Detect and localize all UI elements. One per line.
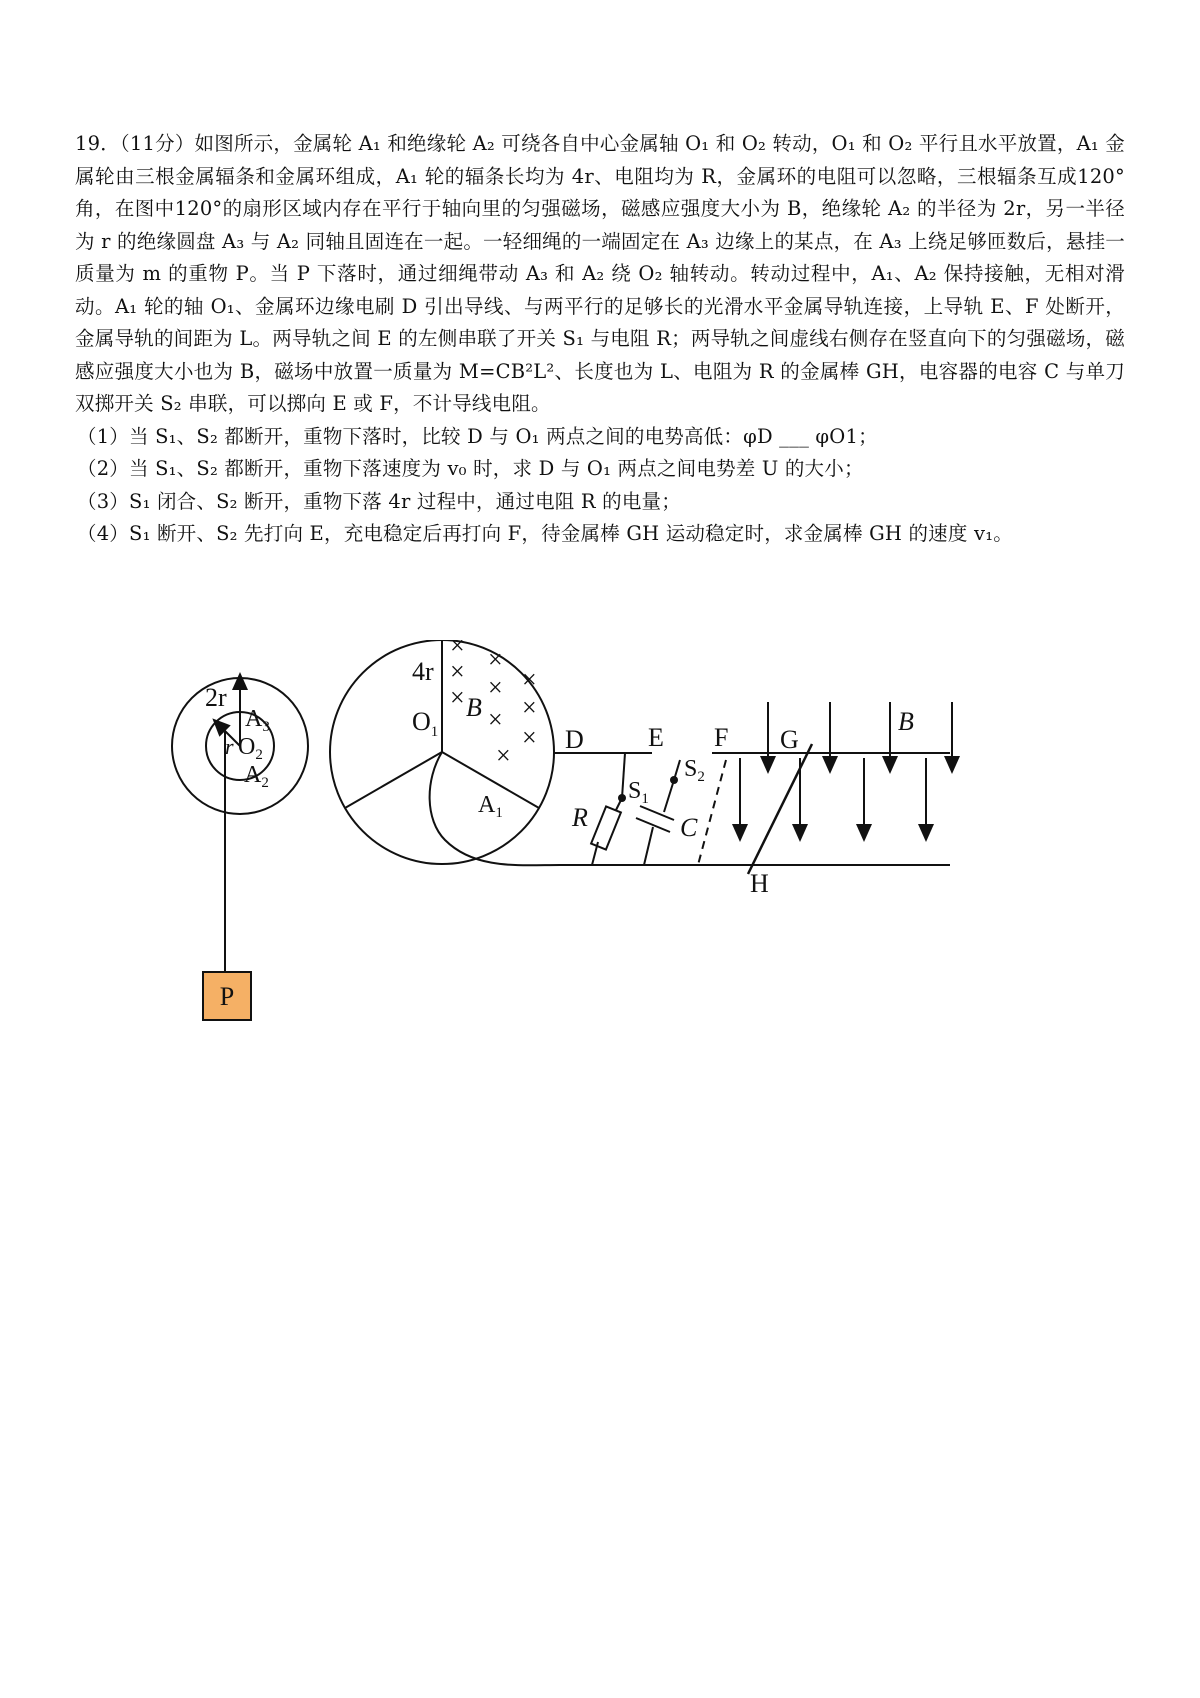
cross-mark: × xyxy=(450,640,465,660)
spoke-lower-left xyxy=(345,752,442,808)
cross-mark: × xyxy=(488,705,503,734)
question-2: （2）当 S₁、S₂ 都断开，重物下落速度为 v₀ 时，求 D 与 O₁ 两点之间电势差 U 的大小； xyxy=(77,457,864,480)
field-into-page-marks xyxy=(450,640,537,770)
label-capacitor: C xyxy=(680,813,698,842)
label-r: r xyxy=(225,734,234,759)
problem-text xyxy=(75,128,1125,551)
label-4r: 4r xyxy=(412,657,434,686)
label-d: D xyxy=(565,725,584,754)
question-4: （4）S₁ 断开、S₂ 先打向 E，充电稳定后再打向 F，待金属棒 GH 运动稳定时，求金属棒 GH 的速度 v₁。 xyxy=(77,522,1013,545)
cross-mark: × xyxy=(496,741,511,770)
s1-blade xyxy=(622,753,625,798)
label-s1: $S_1$ xyxy=(628,778,649,807)
resistor-r xyxy=(591,806,621,849)
cross-mark: × xyxy=(488,673,503,702)
cross-mark: × xyxy=(488,645,503,674)
label-a1: $A_1$ xyxy=(478,792,503,821)
problem-intro: 19．（11分）如图所示，金属轮 A₁ 和绝缘轮 A₂ 可绕各自中心金属轴 O₁ 和 O₂ 转动，O₁ 和 O₂ 平行且水平放置，A₁ 金属轮由三根金属辐条和金属环组成，A₁ 轮的辐条长均为 4r、电阻均为 R，金属环的电阻可以忽略，三根辐条互成120°角，在图中120°的扇形区域内存在平行于轴向里的匀强磁场，磁感应强度大小为 B，绝缘轮 A₂ 的半径为 2r，另一半径为 r 的绝缘圆盘 A₃ 与 A₂ 同轴且固连在一起。一轻细绳的一端固定在 A₃ 边缘上的某点，在 A₃ 上绕足够匝数后，悬挂一质量为 m 的重物 P。当 P 下落时，通过细绳带动 A₃ 和 A₂ 绕 O₂ 轴转动。转动过程中，A₁、A₂ 保持接触，无相对滑动。A₁ 轮的轴 O₁、金属环边缘电刷 D 引出导线、与两平行的足够长的光滑水平金属导轨连接，上导轨 E、F 处断开，金属导轨的间距为 L。两导轨之间 E 的左侧串联了开关 S₁ 与电阻 R；两导轨之间虚线右侧存在竖直向下的匀强磁场，磁感应强度大小也为 B，磁场中放置一质量为 M=CB²L²、长度也为 L、电阻为 R 的金属棒 GH，电容器的电容 C 与单刀双掷开关 S₂ 串联，可以掷向 E 或 F，不计导线电阻。 xyxy=(75,132,1125,415)
label-r-resistor: R xyxy=(572,803,588,832)
label-o2: $O_2$ xyxy=(238,734,263,763)
question-3: （3）S₁ 闭合、S₂ 断开，重物下落 4r 过程中，通过电阻 R 的电量； xyxy=(77,489,681,513)
field-down-arrows xyxy=(740,702,952,834)
label-g: G xyxy=(780,725,799,754)
question-1: （1）当 S₁、S₂ 都断开，重物下落时，比较 D 与 O₁ 两点之间的电势高低：φD ___ φO1； xyxy=(77,424,878,448)
label-b-wheel: B xyxy=(466,693,482,722)
label-a2: $A_2$ xyxy=(244,762,269,791)
c-lead-top xyxy=(664,780,674,812)
cross-mark: × xyxy=(450,657,465,686)
label-o1: $O_1$ xyxy=(412,707,439,740)
metal-rod-gh xyxy=(748,744,812,874)
cross-mark: × xyxy=(450,683,465,712)
physics-diagram xyxy=(0,640,1200,1100)
cross-mark: × xyxy=(522,693,537,722)
label-e: E xyxy=(648,723,664,752)
label-p: P xyxy=(219,982,235,1011)
label-b-field: B xyxy=(898,707,914,736)
capacitor-plate-top xyxy=(640,806,674,820)
label-2r: 2r xyxy=(205,683,227,712)
c-lead-bottom xyxy=(644,827,653,865)
cross-mark: × xyxy=(522,665,537,694)
label-h: H xyxy=(750,869,769,898)
label-f: F xyxy=(714,723,729,752)
cross-mark: × xyxy=(522,723,537,752)
label-a3: $A_3$ xyxy=(245,706,270,735)
label-s2: $S_2$ xyxy=(684,756,705,785)
